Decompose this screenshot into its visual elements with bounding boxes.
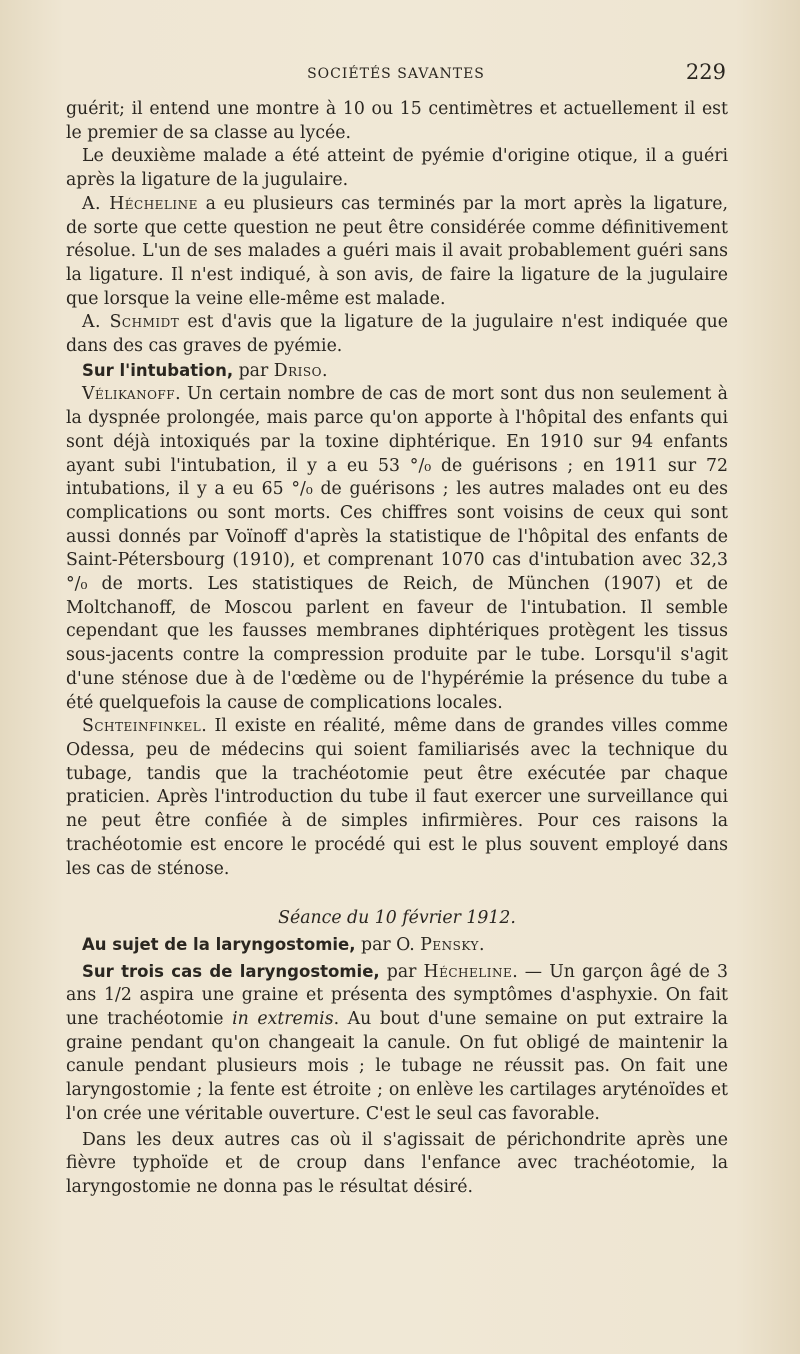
- paragraph-text: . Il existe en réalité, même dans de grandes villes comme Odessa, peu de médecins qui soient familiarisés avec la technique du tubage, tandis que la trachéotomie peut être exécutée par chaque praticien. Après l'introduction du tube il faut exercer une surveillance qui ne peut être confiée à de simples infirmières. Pour ces raisons la trachéotomie est encore le procédé qui est le plus souvent employé dans les cas de sténose.: [66, 716, 728, 879]
- paragraph-hecheline: [66, 193, 728, 312]
- heading-end: .: [478, 934, 485, 955]
- speaker-name: A. Schmidt: [82, 312, 180, 333]
- paragraph-text: guérit; il entend une montre à 10 ou 15 centimètres et actuellement il est le premier de sa classe au lycée.: [66, 99, 728, 143]
- running-title: SOCIÉTÉS SAVANTES: [307, 66, 485, 82]
- paragraph-text: . Au bout d'une semaine on put extraire la graine pendant qu'on changeait la canule. On fut obligé de maintenir la canule pendant plusieurs mois ; le tubage ne réussit pas. On fait une laryngostomie ; la fente est étroite ; on enlève les cartilages aryténoïdes et l'on crée une véritable ouverture. C'est le seul cas favorable.: [66, 1009, 728, 1124]
- speaker-name: Schteinfinkel: [82, 716, 202, 737]
- section-heading-intubation: [66, 359, 728, 384]
- body-text: [66, 98, 728, 1200]
- paragraph-two-other-cases: [66, 1129, 728, 1200]
- heading-author: Pensky: [420, 934, 479, 955]
- speaker-name: A. Hécheline: [82, 193, 198, 214]
- paragraph-second-patient: [66, 145, 728, 192]
- paragraph-velikanoff: [66, 383, 728, 715]
- section-heading-trois-cas: [66, 960, 728, 1127]
- heading-title: Sur l'intubation,: [82, 360, 234, 380]
- paragraph-text: Dans les deux autres cas où il s'agissait de périchondrite après une fièvre typhoïde et de croup dans l'enfance avec trachéotomie, la laryngostomie ne donna pas le résultat désiré.: [66, 1129, 728, 1197]
- running-head: [66, 60, 726, 90]
- heading-title: Sur trois cas de laryngostomie,: [82, 961, 380, 981]
- heading-title: Au sujet de la laryngostomie,: [82, 934, 356, 954]
- speaker-name: Vélikanoff: [82, 384, 176, 405]
- paragraph-schteinfinkel: [66, 715, 728, 881]
- paragraph-continuation: [66, 98, 728, 145]
- italic-term: in extremis: [232, 1009, 334, 1030]
- paragraph-text: a eu plusieurs cas terminés par la mort après la ligature, de sorte que cette question ne peut être considérée comme définitivement résolue. L'un de ses malades a guéri mais il avait probablement guéri sans la ligature. Il n'est indiqué, à son avis, de faire la ligature de la jugulaire que lorsque la veine elle-même est malade.: [66, 193, 728, 309]
- session-title: Séance du 10 février 1912.: [278, 908, 516, 929]
- heading-by: par: [233, 360, 274, 381]
- paragraph-text: . Un certain nombre de cas de mort sont dus non seulement à la dyspnée prolongée, mais parce qu'on apporte à l'hôpital des enfants qui sont déjà intoxiqués par la toxine diphtérique. En 1910 sur 94 enfants ayant subi l'intubation, il y a eu 53 °/₀ de guérisons ; en 1911 sur 72 intubations, il y a eu 65 °/₀ de guérisons ; les autres malades ont eu des complications ou sont morts. Ces chiffres sont voisins de ceux qui sont aussi donnés par Voïnoff d'après la statistique de l'hôpital des enfants de Saint-Pétersbourg (1910), et comprenant 1070 cas d'intubation avec 32,3 °/₀ de morts. Les statistiques de Reich, de München (1907) et de Moltchanoff, de Moscou parlent en faveur de l'intubation. Il semble cependant que les fausses membranes diphtériques protègent les tissus sous-jacents contre la compression produite par le tube. Lorsqu'il s'agit d'une sténose due à de l'œdème ou de l'hypérémie la présence du tube a été quelquefois la cause de complications locales.: [66, 384, 728, 713]
- paragraph-text: est d'avis que la ligature de la jugulaire n'est indiquée que dans des cas graves de pyémie.: [66, 312, 728, 357]
- section-heading-laryngostomie: [66, 933, 728, 958]
- paragraph-text: Le deuxième malade a été atteint de pyémie d'origine otique, il a guéri après la ligature de la jugulaire.: [66, 146, 728, 191]
- heading-author: Driso: [273, 360, 322, 381]
- page-number: 229: [685, 60, 726, 84]
- heading-by: par: [379, 961, 424, 982]
- heading-end: .: [321, 360, 328, 381]
- paragraph-text: . — Un garçon âgé de 3 ans 1/2 aspira une graine et présenta des symptômes d'asphyxie. On fait une trachéotomie: [66, 961, 728, 1030]
- heading-author: Hécheline: [423, 961, 513, 982]
- heading-by: par O.: [355, 934, 421, 955]
- paragraph-schmidt: [66, 311, 728, 358]
